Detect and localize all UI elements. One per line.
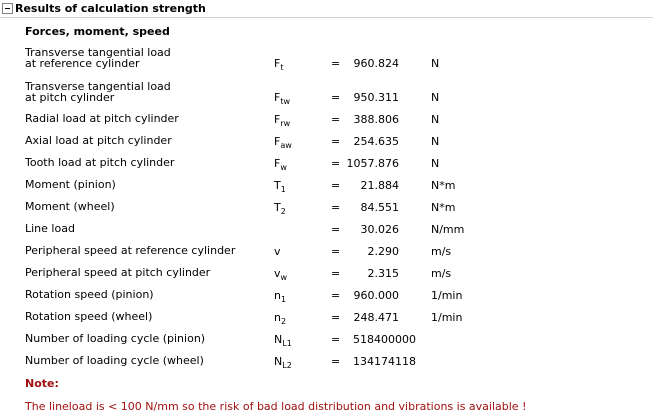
symbol-sub: 2: [280, 317, 287, 326]
result-label: Peripheral speed at pitch cylinder: [25, 266, 211, 279]
section-title: Results of calculation strength: [15, 1, 206, 15]
result-symbol: [274, 201, 286, 214]
symbol-sub: 2: [280, 207, 286, 216]
equals-sign: =: [331, 135, 341, 148]
result-value: 518400000: [353, 333, 416, 346]
result-label: Moment (pinion): [25, 178, 116, 191]
result-symbol: [274, 355, 292, 368]
result-symbol: [274, 245, 281, 258]
result-value: 134174118: [353, 355, 416, 368]
result-label-line1: Transverse tangential load: [25, 80, 171, 93]
result-value: 960.000: [353, 289, 399, 302]
equals-sign: =: [331, 91, 341, 104]
equals-sign: =: [331, 223, 341, 236]
result-value: 84.551: [360, 201, 399, 214]
result-unit: m/s: [431, 267, 452, 280]
note-title: Note:: [25, 377, 59, 390]
result-symbol: [274, 57, 283, 70]
equals-sign: =: [331, 201, 341, 214]
result-label: Line load: [25, 222, 75, 235]
symbol-main: F: [274, 135, 281, 148]
result-label: Number of loading cycle (wheel): [25, 354, 204, 367]
symbol-main: F: [274, 157, 281, 170]
symbol-sub: tw: [280, 97, 291, 106]
symbol-main: T: [274, 201, 281, 214]
result-symbol: [274, 91, 290, 104]
result-label: Moment (wheel): [25, 200, 115, 213]
symbol-sub: aw: [280, 141, 292, 150]
result-symbol: [274, 179, 286, 192]
result-value: 254.635: [353, 135, 399, 148]
result-unit: N: [431, 135, 440, 148]
result-label: Axial load at pitch cylinder: [25, 134, 172, 147]
symbol-main: F: [274, 57, 281, 70]
equals-sign: =: [331, 157, 341, 170]
result-symbol: [274, 267, 287, 280]
result-label-line2: at reference cylinder: [25, 57, 140, 70]
symbol-sub: rw: [280, 119, 291, 128]
result-unit: N*m: [431, 179, 456, 192]
result-value: 2.315: [367, 267, 399, 280]
result-value: 388.806: [353, 113, 399, 126]
symbol-main: v: [274, 267, 281, 280]
result-unit: 1/min: [431, 289, 463, 302]
result-unit: N: [431, 113, 440, 126]
result-symbol: [274, 311, 286, 324]
result-value: 21.884: [360, 179, 399, 192]
result-unit: N: [431, 157, 440, 170]
result-unit: N: [431, 91, 440, 104]
result-symbol: [274, 289, 286, 302]
equals-sign: =: [331, 245, 341, 258]
collapse-minus-icon[interactable]: [2, 3, 13, 14]
symbol-main: F: [274, 113, 281, 126]
equals-sign: =: [331, 311, 341, 324]
symbol-main: T: [274, 179, 281, 192]
symbol-main: N: [274, 333, 283, 346]
result-label: Radial load at pitch cylinder: [25, 112, 179, 125]
equals-sign: =: [331, 113, 341, 126]
equals-sign: =: [331, 289, 341, 302]
group-title: Forces, moment, speed: [25, 25, 170, 38]
symbol-main: N: [274, 355, 283, 368]
result-value: 30.026: [360, 223, 399, 236]
result-label: Rotation speed (pinion): [25, 288, 154, 301]
symbol-sub: 1: [280, 185, 286, 194]
result-value: 1057.876: [346, 157, 399, 170]
result-label: Rotation speed (wheel): [25, 310, 153, 323]
result-label: [25, 47, 171, 69]
result-symbol: [274, 333, 292, 346]
result-label: Number of loading cycle (pinion): [25, 332, 206, 345]
symbol-sub: w: [280, 163, 287, 172]
result-unit: 1/min: [431, 311, 463, 324]
symbol-sub: t: [280, 63, 284, 72]
result-label-line2: at pitch cylinder: [25, 91, 115, 104]
symbol-sub: L1: [282, 339, 292, 348]
result-label: Tooth load at pitch cylinder: [25, 156, 175, 169]
symbol-sub: 1: [280, 295, 287, 304]
result-symbol: [274, 113, 290, 126]
divider: [0, 17, 653, 18]
symbol-sub: w: [280, 273, 288, 282]
symbol-sub: L2: [282, 361, 292, 370]
symbol-main: n: [274, 311, 281, 324]
note-text: The lineload is < 100 N/mm so the risk of bad load distribution and vibrations is available !: [25, 400, 527, 413]
equals-sign: =: [331, 355, 341, 368]
result-label: [25, 81, 171, 103]
result-unit: N/mm: [431, 223, 465, 236]
symbol-main: v: [274, 245, 281, 258]
symbol-main: F: [274, 91, 281, 104]
equals-sign: =: [331, 267, 341, 280]
section-header[interactable]: [0, 1, 206, 15]
result-label: Peripheral speed at reference cylinder: [25, 244, 236, 257]
result-unit: N*m: [431, 201, 456, 214]
result-value: 248.471: [353, 311, 399, 324]
result-symbol: [274, 157, 287, 170]
result-value: 950.311: [353, 91, 399, 104]
equals-sign: =: [331, 179, 341, 192]
equals-sign: =: [331, 333, 341, 346]
symbol-main: n: [274, 289, 281, 302]
result-unit: N: [431, 57, 440, 70]
result-value: 2.290: [367, 245, 399, 258]
result-value: 960.824: [353, 57, 399, 70]
result-symbol: [274, 135, 292, 148]
equals-sign: =: [331, 57, 341, 70]
result-label-line1: Transverse tangential load: [25, 46, 171, 59]
result-unit: m/s: [431, 245, 452, 258]
